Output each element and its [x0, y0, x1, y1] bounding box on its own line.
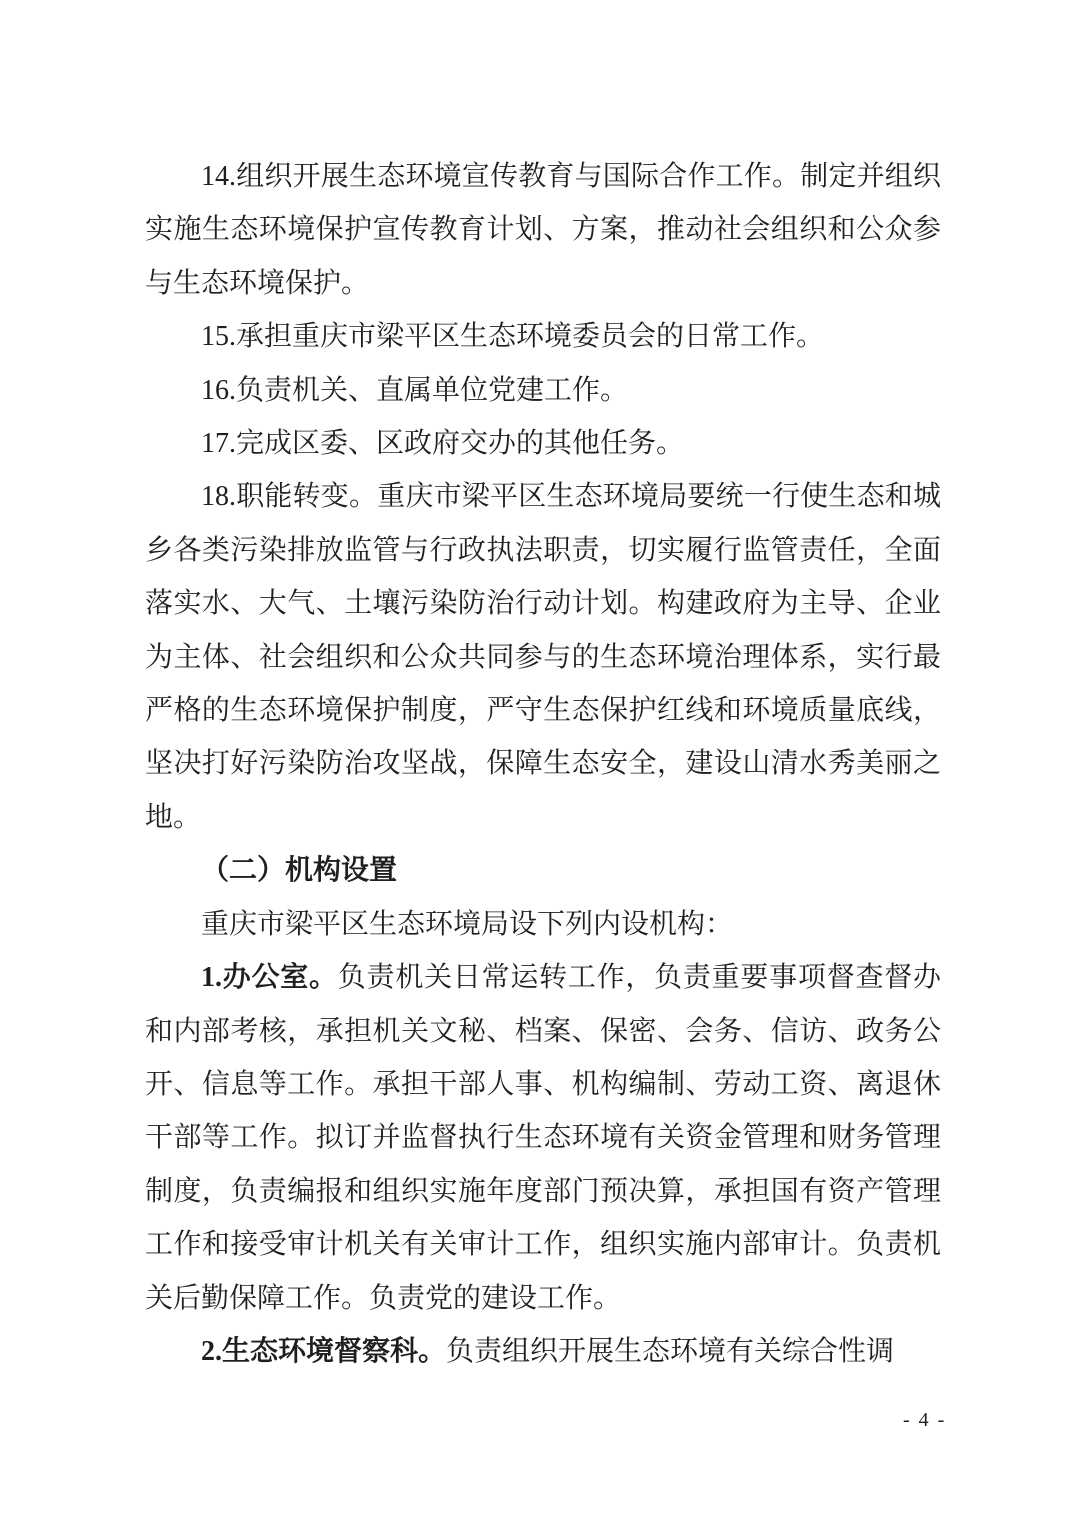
text-run: 16.负责机关、直属单位党建工作。: [201, 374, 629, 406]
paragraph: [145, 951, 941, 1325]
text-run: 15.承担重庆市梁平区生态环境委员会的日常工作。: [201, 321, 825, 353]
paragraph: [145, 1325, 941, 1378]
text-run: 18.职能转变。重庆市梁平区生态环境局要统一行使生态和城乡各类污染排放监管与行政执法职责，切实履行监管责任，全面落实水、大气、土壤污染防治行动计划。构建政府为主导、企业为主体、社会组织和公众共同参与的生态环境治理体系，实行最严格的生态环境保护制度，严守生态保护红线和环境质量底线，坚决打好污染防治攻坚战，保障生态安全，建设山清水秀美丽之地。: [145, 481, 941, 833]
paragraph: [145, 470, 941, 844]
paragraph: [145, 898, 941, 951]
text-run: 负责机关日常运转工作，负责重要事项督查督办和内部考核，承担机关文秘、档案、保密、会务、信访、政务公开、信息等工作。承担干部人事、机构编制、劳动工资、离退休干部等工作。拟订并监督执行生态环境有关资金管理和财务管理制度，负责编报和组织实施年度部门预决算，承担国有资产管理工作和接受审计机关有关审计工作，组织实施内部审计。负责机关后勤保障工作。负责党的建设工作。: [145, 962, 941, 1314]
paragraph: [145, 417, 941, 470]
document-body: [145, 150, 941, 1378]
paragraph: [145, 844, 941, 897]
text-run: 14.组织开展生态环境宣传教育与国际合作工作。制定并组织实施生态环境保护宣传教育计划、方案，推动社会组织和公众参与生态环境保护。: [145, 161, 941, 299]
paragraph: [145, 364, 941, 417]
bold-text-run: 1.办公室。: [201, 962, 338, 994]
paragraph: [145, 310, 941, 363]
bold-text-run: （二）机构设置: [201, 855, 398, 887]
bold-text-run: 2.生态环境督察科。: [201, 1335, 447, 1367]
text-run: 重庆市梁平区生态环境局设下列内设机构：: [201, 908, 734, 940]
page-number: - 4 -: [903, 1409, 947, 1431]
text-run: 负责组织开展生态环境有关综合性调: [446, 1335, 895, 1367]
paragraph: [145, 150, 941, 310]
text-run: 17.完成区委、区政府交办的其他任务。: [201, 428, 685, 460]
